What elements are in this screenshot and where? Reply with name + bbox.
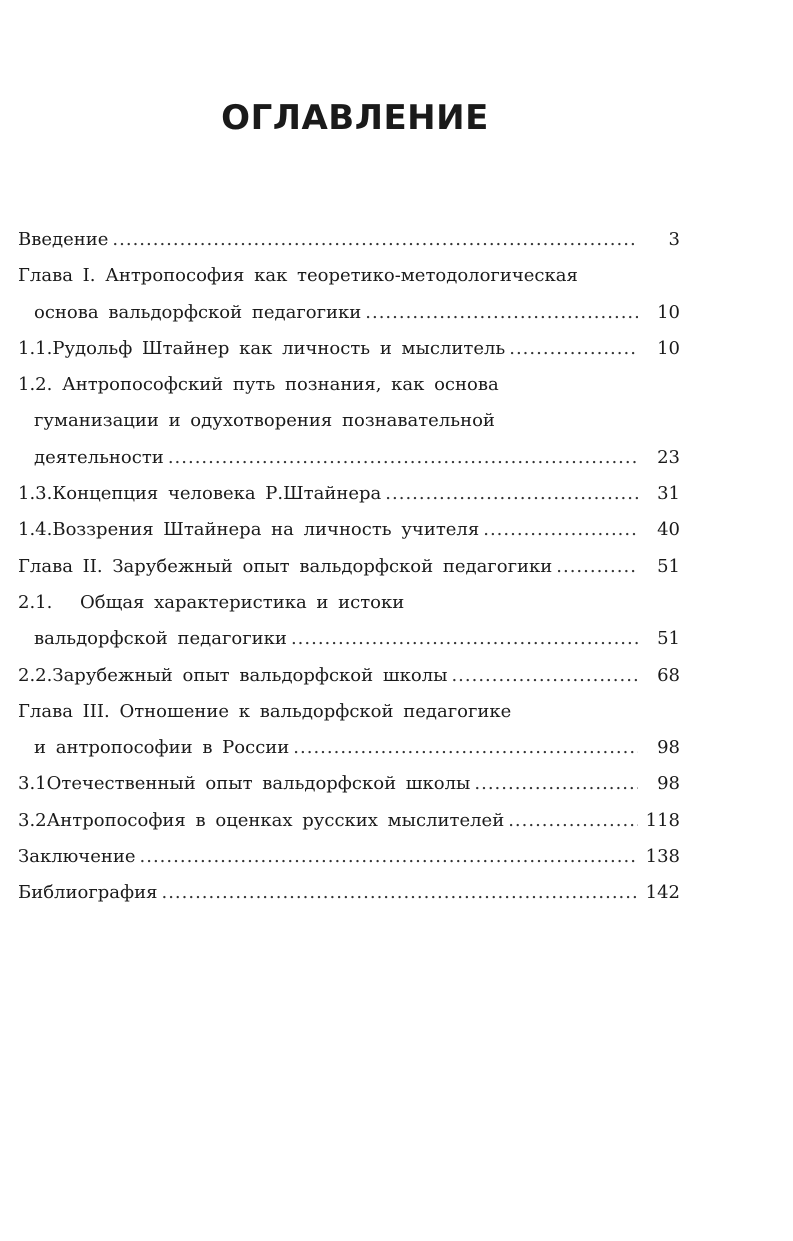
section-number: 3.1 <box>18 773 47 795</box>
toc-entry-chapter-3-cont[interactable] <box>18 730 680 766</box>
toc-entry-text: Рудольф Штайнер как личность и мыслитель <box>52 337 506 359</box>
toc-entry-text: Антропософия в оценках русских мыслителей <box>46 809 505 831</box>
toc-page-number: 118 <box>645 809 680 831</box>
toc-entry-chapter-3[interactable] <box>18 694 680 730</box>
toc-page-number: 68 <box>657 664 680 686</box>
dot-leader <box>291 621 638 657</box>
toc-entry-2-1-cont[interactable] <box>18 621 680 657</box>
toc-entry-chapter-1-cont[interactable] <box>18 295 680 331</box>
dot-leader <box>451 658 638 694</box>
toc-entry-intro[interactable] <box>18 222 680 258</box>
toc-entry-text: Зарубежный опыт вальдорфской школы <box>52 664 448 686</box>
toc-page-number: 138 <box>645 846 680 868</box>
toc-entry-text: Глава I. Антропософия как теоретико-методологическая <box>18 265 578 287</box>
dot-leader <box>508 803 638 839</box>
toc-page-number: 51 <box>657 628 680 650</box>
toc-entry-text: и антропософии в России <box>34 737 290 759</box>
dot-leader <box>112 222 638 258</box>
table-of-contents <box>18 222 680 912</box>
toc-page-number: 3 <box>668 229 680 250</box>
toc-entry-2-2[interactable] <box>18 658 680 694</box>
dot-leader <box>168 440 638 476</box>
section-number: 1.1. <box>18 337 53 359</box>
dot-leader <box>509 331 638 367</box>
toc-entry-1-3[interactable] <box>18 476 680 512</box>
section-number: 1.3. <box>18 483 53 505</box>
dot-leader <box>556 549 638 585</box>
section-number: 1.4. <box>18 519 53 541</box>
toc-page-number: 31 <box>657 483 680 505</box>
toc-entry-text: Общая характеристика и истоки <box>80 591 405 613</box>
toc-entry-bibliography[interactable] <box>18 875 680 911</box>
toc-page-number: 10 <box>657 337 680 359</box>
dot-leader <box>365 295 638 331</box>
toc-entry-text: основа вальдорфской педагогики <box>34 301 362 323</box>
toc-entry-3-2[interactable] <box>18 803 680 839</box>
page-title: ОГЛАВЛЕНИЕ <box>221 98 489 138</box>
toc-entry-text: Глава II. Зарубежный опыт вальдорфской педагогики <box>18 555 553 577</box>
toc-entry-text: гуманизации и одухотворения познавательной <box>34 410 495 432</box>
toc-page-number: 40 <box>657 519 680 541</box>
section-number: 2.1. <box>18 591 53 613</box>
section-number: 2.2. <box>18 664 53 686</box>
toc-entry-text: Воззрения Штайнера на личность учителя <box>52 519 480 541</box>
toc-entry-text: вальдорфской педагогики <box>34 628 287 650</box>
toc-entry-1-1[interactable] <box>18 331 680 367</box>
dot-leader <box>474 766 638 802</box>
toc-page-number: 142 <box>645 882 680 904</box>
section-number: 3.2 <box>18 809 47 831</box>
toc-page-number: 10 <box>657 301 680 323</box>
toc-entry-text: Отечественный опыт вальдорфской школы <box>46 773 471 795</box>
toc-entry-1-2-cont[interactable] <box>18 403 680 439</box>
dot-leader <box>385 476 638 512</box>
toc-entry-text: Заключение <box>18 846 136 868</box>
toc-entry-chapter-2[interactable] <box>18 549 680 585</box>
toc-entry-text: Глава III. Отношение к вальдорфской педагогике <box>18 700 512 722</box>
toc-page-number: 23 <box>657 446 680 468</box>
dot-leader <box>293 730 638 766</box>
toc-entry-text: 1.2. Антропософский путь познания, как основа <box>18 374 499 396</box>
toc-entry-text: Концепция человека Р.Штайнера <box>52 483 382 505</box>
dot-leader <box>483 512 638 548</box>
toc-entry-text: Библиография <box>18 882 158 904</box>
toc-entry-1-2-cont[interactable] <box>18 440 680 476</box>
toc-entry-1-2[interactable] <box>18 367 680 403</box>
toc-entry-conclusion[interactable] <box>18 839 680 875</box>
toc-entry-text: деятельности <box>34 446 164 468</box>
toc-entry-chapter-1[interactable] <box>18 258 680 294</box>
dot-leader <box>161 875 638 911</box>
toc-page-number: 98 <box>657 737 680 759</box>
toc-page-number: 98 <box>657 773 680 795</box>
dot-leader <box>140 839 638 875</box>
toc-entry-text: Введение <box>18 229 109 250</box>
toc-entry-2-1[interactable] <box>18 585 680 621</box>
toc-entry-3-1[interactable] <box>18 766 680 802</box>
toc-page-number: 51 <box>657 555 680 577</box>
toc-entry-1-4[interactable] <box>18 512 680 548</box>
